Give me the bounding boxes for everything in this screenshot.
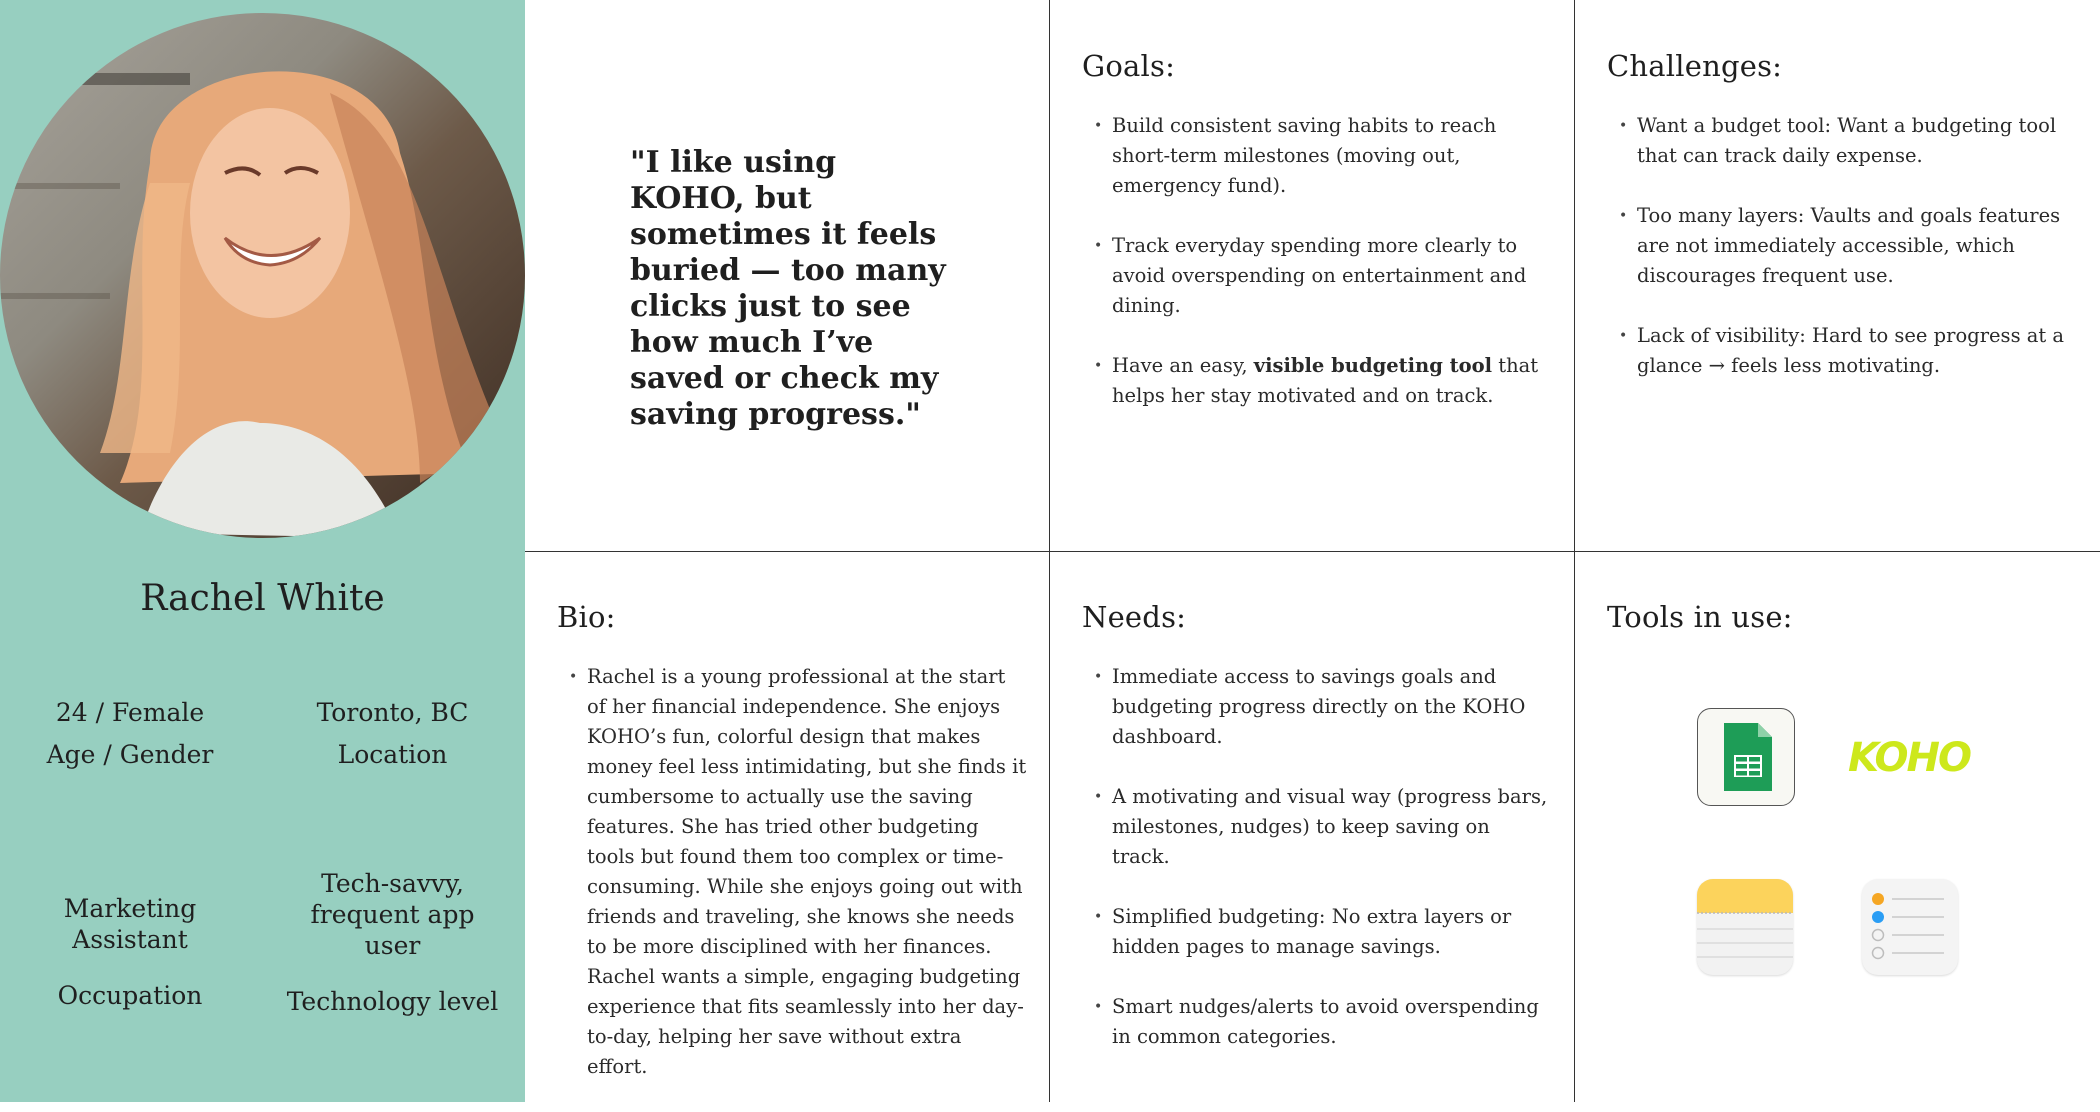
list-item: • Smart nudges/alerts to avoid overspending in common categories. [1112, 992, 1552, 1052]
tools-section [1607, 600, 2077, 634]
list-item-text: that helps her stay motivated and on track. [1112, 354, 1539, 407]
attribute-location [260, 697, 525, 769]
attribute-value: Tech-savvy, frequent app user [310, 869, 475, 960]
bio-list [557, 662, 1027, 1082]
attribute-value: 24 / Female [55, 698, 205, 727]
list-item [1112, 351, 1552, 411]
google-sheets-icon [1697, 708, 1795, 806]
attribute-value: Toronto, BC [316, 698, 469, 727]
koho-logo: KOHO [1848, 735, 1970, 781]
attribute-label: Occupation [57, 981, 203, 1010]
list-item: • Want a budget tool: Want a budgeting tool that can track daily expense. [1637, 111, 2077, 171]
profile-sidebar [0, 0, 525, 1102]
persona-name: Rachel White [140, 578, 385, 619]
list-item: • Immediate access to savings goals and budgeting progress directly on the KOHO dashboard. [1112, 662, 1552, 752]
attribute-age-gender [0, 697, 260, 769]
challenges-section [1607, 49, 2077, 411]
attribute-value: Marketing Assistant [63, 894, 197, 954]
list-item-emphasis: visible budgeting tool [1253, 354, 1493, 377]
notes-icon [1697, 879, 1793, 975]
reminders-icon [1862, 879, 1958, 975]
persona-quote: "I like using KOHO, but sometimes it feels buried — too many clicks just to see how much I’ve saved or check my saving progress." [630, 145, 946, 432]
challenges-list [1607, 111, 2077, 381]
section-title: Goals: [1082, 49, 1176, 83]
list-item: • Too many layers: Vaults and goals features are not immediately accessible, which discourages frequent use. [1637, 201, 2077, 291]
list-item: • Lack of visibility: Hard to see progress at a glance → feels less motivating. [1637, 321, 2077, 381]
row-divider [525, 551, 2100, 552]
list-item: • Rachel is a young professional at the start of her financial independence. She enjoys KOHO’s fun, colorful design that makes money feel less intimidating, but she finds it cumbersome to actually use the saving features. She has tried other budgeting tools but found them too complex or time-consuming. While she enjoys going out with friends and traveling, she knows she needs to be more disciplined with her finances. Rachel wants a simple, engaging budgeting experience that fits seamlessly into her day-to-day, helping her save without extra effort. [587, 662, 1027, 1082]
persona-photo-illustration [0, 13, 525, 538]
attribute-label: Technology level [286, 987, 499, 1016]
list-item-text: Have an easy, [1112, 354, 1254, 377]
list-item: • Track everyday spending more clearly to avoid overspending on entertainment and dining. [1112, 231, 1552, 321]
goals-list [1082, 111, 1552, 411]
section-title: Needs: [1082, 600, 1187, 634]
attribute-label: Location [337, 740, 448, 769]
attribute-occupation [0, 893, 260, 1010]
needs-list [1082, 662, 1552, 1052]
section-title: Challenges: [1607, 49, 1783, 83]
bio-section [557, 600, 1027, 1112]
list-item: • Build consistent saving habits to reach short-term milestones (moving out, emergency fund). [1112, 111, 1552, 201]
goals-section [1082, 49, 1552, 441]
section-title: Tools in use: [1607, 600, 1793, 634]
attribute-label: Age / Gender [46, 740, 214, 769]
persona-photo [0, 13, 525, 538]
list-item: • A motivating and visual way (progress bars, milestones, nudges) to keep saving on track. [1112, 782, 1552, 872]
attribute-technology-level [260, 868, 525, 1016]
list-item: • Simplified budgeting: No extra layers or hidden pages to manage savings. [1112, 902, 1552, 962]
section-title: Bio: [557, 600, 616, 634]
needs-section [1082, 600, 1552, 1082]
